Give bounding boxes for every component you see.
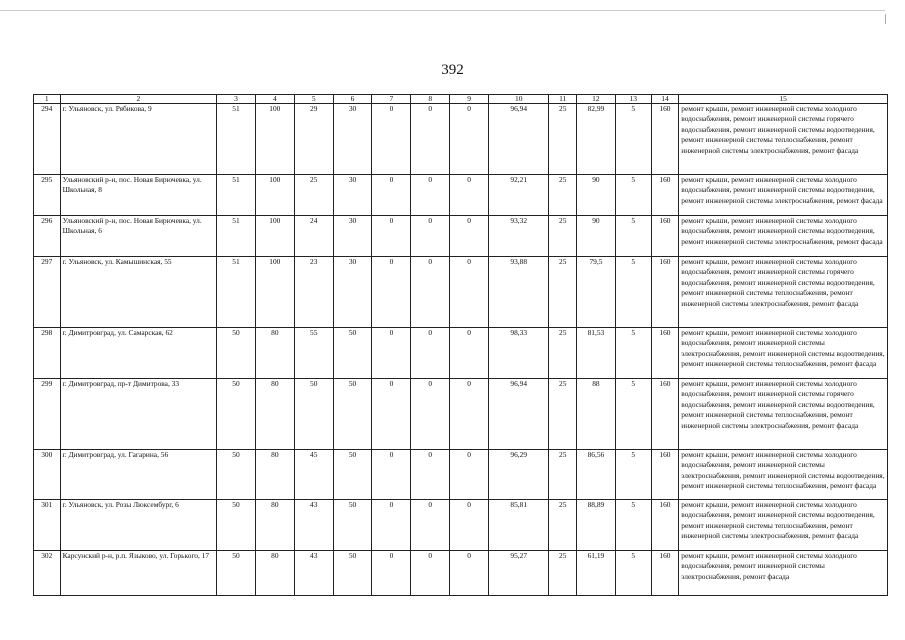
value-cell: 61,19 [577,551,616,596]
value-cell: 45 [294,450,333,500]
value-cell: 79,5 [577,257,616,328]
value-cell: 0 [372,104,411,175]
table-row [34,379,888,450]
value-cell: 98,33 [489,328,549,379]
value-cell: 30 [333,257,372,328]
value-cell: 25 [294,175,333,216]
value-cell: 0 [411,328,450,379]
table-row [34,500,888,551]
value-cell: 297 [34,257,61,328]
value-cell: 0 [450,328,489,379]
scan-artifact [885,14,886,24]
value-cell: 24 [294,216,333,257]
value-cell: 96,94 [489,379,549,450]
table-row [34,175,888,216]
column-header: 10 [489,95,549,104]
value-cell: 0 [411,257,450,328]
value-cell: 0 [450,450,489,500]
value-cell: 295 [34,175,61,216]
value-cell: 86,56 [577,450,616,500]
value-cell: 50 [217,551,256,596]
address-cell: г. Ульяновск, ул. Рябикова, 9 [60,104,216,175]
value-cell: 95,27 [489,551,549,596]
value-cell: 50 [333,379,372,450]
value-cell: 100 [255,175,294,216]
table-row [34,551,888,596]
value-cell: 50 [217,450,256,500]
value-cell: 92,21 [489,175,549,216]
works-cell: ремонт крыши, ремонт инженерной системы холодного водоснабжения, ремонт инженерной системы электроснабжения, ремонт инженерной системы водоотведения, ремонт инженерной системы теплоснабжения, ремонт фасада [679,328,888,379]
table-row [34,216,888,257]
value-cell: 5 [615,379,651,450]
value-cell: 82,99 [577,104,616,175]
value-cell: 5 [615,175,651,216]
value-cell: 100 [255,216,294,257]
value-cell: 23 [294,257,333,328]
value-cell: 0 [450,175,489,216]
value-cell: 160 [651,216,679,257]
value-cell: 90 [577,175,616,216]
value-cell: 160 [651,450,679,500]
value-cell: 0 [411,500,450,551]
value-cell: 160 [651,104,679,175]
value-cell: 85,81 [489,500,549,551]
value-cell: 301 [34,500,61,551]
value-cell: 100 [255,104,294,175]
value-cell: 0 [372,257,411,328]
works-cell: ремонт крыши, ремонт инженерной системы холодного водоснабжения, ремонт инженерной системы водоотведения, ремонт инженерной системы электроснабжения, ремонт фасада [679,175,888,216]
page-number: 392 [441,62,464,78]
value-cell: 88 [577,379,616,450]
value-cell: 50 [217,379,256,450]
table-row [34,450,888,500]
value-cell: 50 [333,500,372,551]
value-cell: 0 [372,328,411,379]
value-cell: 0 [372,500,411,551]
value-cell: 0 [372,175,411,216]
value-cell: 81,53 [577,328,616,379]
address-cell: Карсунский р-н, р.п. Языково, ул. Горького, 17 [60,551,216,596]
value-cell: 50 [333,450,372,500]
value-cell: 100 [255,257,294,328]
works-cell: ремонт крыши, ремонт инженерной системы холодного водоснабжения, ремонт инженерной системы электроснабжения, ремонт инженерной системы водоотведения, ремонт инженерной системы теплоснабжения, ремонт фасада [679,450,888,500]
column-header: 8 [411,95,450,104]
value-cell: 25 [549,500,577,551]
value-cell: 299 [34,379,61,450]
value-cell: 51 [217,257,256,328]
address-cell: г. Ульяновск, ул. Розы Люксембург, 6 [60,500,216,551]
address-cell: г. Димитровград, ул. Гагарина, 56 [60,450,216,500]
value-cell: 0 [411,379,450,450]
works-cell: ремонт крыши, ремонт инженерной системы холодного водоснабжения, ремонт инженерной системы горячего водоснабжения, ремонт инженерной системы водоотведения, ремонт инженерной системы теплоснабжения, ремонт инженерной системы электроснабжения, ремонт фасада [679,104,888,175]
works-cell: ремонт крыши, ремонт инженерной системы холодного водоснабжения, ремонт инженерной системы горячего водоснабжения, ремонт инженерной системы водоотведения, ремонт инженерной системы теплоснабжения, ремонт инженерной системы электроснабжения, ремонт фасада [679,379,888,450]
value-cell: 5 [615,551,651,596]
value-cell: 55 [294,328,333,379]
column-header: 4 [255,95,294,104]
value-cell: 25 [549,379,577,450]
column-header: 9 [450,95,489,104]
value-cell: 298 [34,328,61,379]
value-cell: 43 [294,551,333,596]
value-cell: 25 [549,104,577,175]
value-cell: 296 [34,216,61,257]
value-cell: 0 [450,551,489,596]
value-cell: 0 [372,379,411,450]
column-header: 6 [333,95,372,104]
value-cell: 43 [294,500,333,551]
column-number-row [34,95,888,104]
value-cell: 0 [450,216,489,257]
address-cell: г. Димитровград, ул. Самарская, 62 [60,328,216,379]
value-cell: 160 [651,257,679,328]
value-cell: 160 [651,500,679,551]
address-cell: Ульяновский р-н, пос. Новая Бирючевка, ул. Школьная, 6 [60,216,216,257]
value-cell: 80 [255,450,294,500]
value-cell: 25 [549,551,577,596]
column-header: 13 [615,95,651,104]
value-cell: 50 [333,328,372,379]
address-cell: г. Ульяновск, ул. Камышинская, 55 [60,257,216,328]
column-header: 3 [217,95,256,104]
value-cell: 5 [615,257,651,328]
column-header: 1 [34,95,61,104]
value-cell: 0 [372,551,411,596]
value-cell: 51 [217,175,256,216]
value-cell: 25 [549,216,577,257]
table-row [34,257,888,328]
value-cell: 5 [615,328,651,379]
scan-artifact [0,10,885,11]
value-cell: 5 [615,104,651,175]
value-cell: 93,32 [489,216,549,257]
repair-program-table [33,94,888,596]
value-cell: 96,94 [489,104,549,175]
value-cell: 51 [217,216,256,257]
value-cell: 51 [217,104,256,175]
value-cell: 25 [549,257,577,328]
column-header: 5 [294,95,333,104]
address-cell: г. Димитровград, пр-т Димитрова, 33 [60,379,216,450]
value-cell: 5 [615,450,651,500]
value-cell: 294 [34,104,61,175]
value-cell: 0 [411,216,450,257]
value-cell: 0 [411,450,450,500]
value-cell: 0 [411,551,450,596]
works-cell: ремонт крыши, ремонт инженерной системы холодного водоснабжения, ремонт инженерной системы электроснабжения, ремонт фасада [679,551,888,596]
value-cell: 50 [333,551,372,596]
column-header: 15 [679,95,888,104]
value-cell: 25 [549,328,577,379]
table-row [34,104,888,175]
column-header: 14 [651,95,679,104]
value-cell: 0 [411,175,450,216]
value-cell: 50 [294,379,333,450]
value-cell: 96,29 [489,450,549,500]
value-cell: 30 [333,216,372,257]
value-cell: 80 [255,500,294,551]
column-header: 7 [372,95,411,104]
value-cell: 25 [549,175,577,216]
value-cell: 80 [255,328,294,379]
table-row [34,328,888,379]
value-cell: 0 [372,450,411,500]
value-cell: 160 [651,328,679,379]
value-cell: 302 [34,551,61,596]
value-cell: 88,89 [577,500,616,551]
column-header: 11 [549,95,577,104]
value-cell: 0 [450,257,489,328]
value-cell: 0 [411,104,450,175]
value-cell: 50 [217,500,256,551]
value-cell: 30 [333,175,372,216]
value-cell: 80 [255,379,294,450]
address-cell: Ульяновский р-н, пос. Новая Бирючевка, ул. Школьная, 8 [60,175,216,216]
works-cell: ремонт крыши, ремонт инженерной системы холодного водоснабжения, ремонт инженерной системы водоотведения, ремонт инженерной системы электроснабжения, ремонт фасада [679,216,888,257]
value-cell: 160 [651,175,679,216]
value-cell: 50 [217,328,256,379]
value-cell: 80 [255,551,294,596]
column-header: 12 [577,95,616,104]
column-header: 2 [60,95,216,104]
value-cell: 0 [450,500,489,551]
value-cell: 5 [615,500,651,551]
value-cell: 25 [549,450,577,500]
value-cell: 5 [615,216,651,257]
value-cell: 90 [577,216,616,257]
value-cell: 93,88 [489,257,549,328]
value-cell: 300 [34,450,61,500]
works-cell: ремонт крыши, ремонт инженерной системы холодного водоснабжения, ремонт инженерной системы водоотведения, ремонт инженерной системы теплоснабжения, ремонт инженерной системы электроснабжения, ремонт фасада [679,500,888,551]
value-cell: 160 [651,379,679,450]
value-cell: 0 [450,379,489,450]
value-cell: 29 [294,104,333,175]
value-cell: 0 [450,104,489,175]
value-cell: 0 [372,216,411,257]
works-cell: ремонт крыши, ремонт инженерной системы холодного водоснабжения, ремонт инженерной системы горячего водоснабжения, ремонт инженерной системы водоотведения, ремонт инженерной системы теплоснабжения, ремонт инженерной системы электроснабжения, ремонт фасада [679,257,888,328]
value-cell: 30 [333,104,372,175]
value-cell: 160 [651,551,679,596]
